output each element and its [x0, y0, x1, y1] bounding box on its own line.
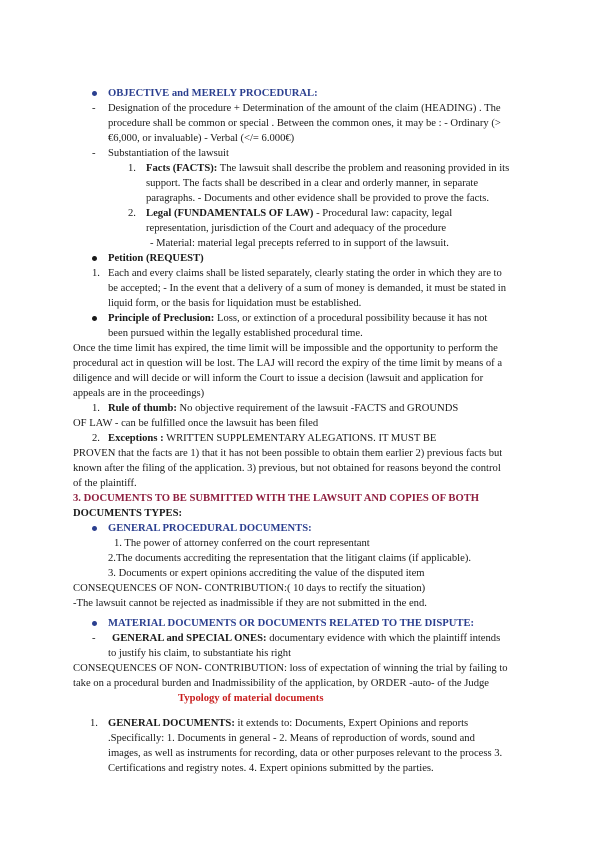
petition-line-1: Each and every claims shall be listed separately, clearly stating the order in which they are to	[108, 268, 502, 279]
objective-heading: OBJECTIVE and MERELY PROCEDURAL:	[108, 88, 318, 99]
dash-marker: -	[92, 633, 96, 644]
facts-line-2: support. The facts shall be described in a clear and orderly manner, in separate	[146, 178, 479, 189]
time-limit-line-4: appeals are in the proceedings)	[73, 388, 205, 399]
time-limit-line-3: diligence and will decide or will inform the Court to issue a decision (lawsuit and application for	[73, 373, 484, 384]
legal-line-3: - Material: material legal precepts referred to in support of the lawsuit.	[150, 238, 449, 249]
general-consequences: CONSEQUENCES OF NON- CONTRIBUTION:( 10 days to rectify the situation)	[73, 583, 426, 594]
general-documents-text: it extends to: Documents, Expert Opinions and reports	[234, 718, 469, 729]
general-special-line-1	[112, 631, 500, 646]
facts-label: Facts (FACTS):	[146, 163, 218, 174]
exceptions-line-1	[108, 431, 436, 446]
petition-label: Petition (REQUEST)	[108, 253, 204, 264]
dash-marker: -	[92, 103, 96, 114]
exceptions-line-4: of the plaintiff.	[73, 478, 137, 489]
exceptions-line-2: PROVEN that the facts are 1) that it has not been possible to obtain them earlier 2) previous facts but	[73, 448, 503, 459]
list-number: 1.	[90, 718, 98, 729]
exceptions-line-3: known after the filing of the application. 3) previous, but not obtained for reasons beyond the control	[73, 463, 501, 474]
facts-line-3: paragraphs. - Documents and other evidence shall be provided to prove the facts.	[146, 193, 489, 204]
exceptions-label: Exceptions :	[108, 433, 164, 444]
legal-text: - Procedural law: capacity, legal	[313, 208, 453, 219]
material-consequences-line-1: CONSEQUENCES OF NON- CONTRIBUTION: loss of expectation of winning the trial by failing to	[73, 663, 508, 674]
preclusion-text: Loss, or extinction of a procedural possibility because it has not	[214, 313, 488, 324]
petition-line-3: liquid form, or the basis for liquidation must be established.	[108, 298, 362, 309]
bullet-icon	[92, 256, 97, 261]
general-special-label: GENERAL and SPECIAL ONES:	[112, 633, 267, 644]
section-3-title-line-2: DOCUMENTS TYPES:	[73, 508, 182, 519]
time-limit-line-2: procedural act in question will be lost. The LAJ will record the expiry of the time limit by means of a	[73, 358, 503, 369]
bullet-icon	[92, 621, 97, 626]
time-limit-line-1: Once the time limit has expired, the time limit will be impossible and the opportunity to perform the	[73, 343, 498, 354]
list-number: 2.	[92, 433, 100, 444]
general-special-text: documentary evidence with which the plaintiff intends	[266, 633, 501, 644]
preclusion-label: Principle of Preclusion:	[108, 313, 215, 324]
legal-line-1	[146, 206, 452, 221]
rule-text: No objective requirement of the lawsuit -FACTS and GROUNDS	[176, 403, 459, 414]
general-documents-line-3: images, as well as instruments for recording, data or other purposes relevant to the process 3.	[108, 748, 503, 759]
substantiation-line: Substantiation of the lawsuit	[108, 148, 229, 159]
list-number: 1.	[92, 403, 100, 414]
rule-label: Rule of thumb:	[108, 403, 177, 414]
facts-text: The lawsuit shall describe the problem and reasoning provided in its	[217, 163, 510, 174]
general-documents-label: GENERAL DOCUMENTS:	[108, 718, 235, 729]
list-number: 1.	[92, 268, 100, 279]
section-3-title-line-1: 3. DOCUMENTS TO BE SUBMITTED WITH THE LAWSUIT AND COPIES OF BOTH	[73, 493, 480, 504]
bullet-icon	[92, 316, 97, 321]
list-number: 1.	[128, 163, 136, 174]
preclusion-line-1	[108, 311, 487, 326]
designation-line-3: €6,000, or invaluable) - Verbal (</= 6.000€)	[108, 133, 295, 144]
bullet-icon	[92, 91, 97, 96]
designation-line-2: procedure shall be common or special . Between the common ones, it may be : - Ordinary (>	[108, 118, 501, 129]
general-item-2: 2.The documents accrediting the representation that the litigant claims (if applicable).	[108, 553, 471, 564]
general-special-line-2: to justify his claim, to substantiate his right	[108, 648, 292, 659]
list-number: 2.	[128, 208, 136, 219]
general-item-1: 1. The power of attorney conferred on the court representant	[114, 538, 370, 549]
general-documents-line-2: .Specifically: 1. Documents in general - 2. Means of reproduction of words, sound and	[108, 733, 475, 744]
rule-line-1	[108, 401, 458, 416]
general-item-3: 3. Documents or expert opinions accrediting the value of the disputed item	[108, 568, 425, 579]
general-documents-line-1	[108, 716, 468, 731]
bullet-icon	[92, 526, 97, 531]
exceptions-text: WRITTEN SUPPLEMENTARY ALEGATIONS. IT MUST BE	[163, 433, 437, 444]
dash-marker: -	[92, 148, 96, 159]
general-procedural-heading: GENERAL PROCEDURAL DOCUMENTS:	[108, 523, 312, 534]
general-reject-note: -The lawsuit cannot be rejected as inadmissible if they are not submitted in the end.	[73, 598, 427, 609]
facts-line-1	[146, 161, 509, 176]
general-documents-line-4: Certifications and registry notes. 4. Expert opinions submitted by the parties.	[108, 763, 434, 774]
legal-label: Legal (FUNDAMENTALS OF LAW)	[146, 208, 314, 219]
legal-line-2: representation, jurisdiction of the Court and adequacy of the procedure	[146, 223, 447, 234]
material-heading: MATERIAL DOCUMENTS OR DOCUMENTS RELATED TO THE DISPUTE:	[108, 618, 475, 629]
material-consequences-line-2: take on a procedural burden and Inadmissibility of the application, by ORDER -auto- of the Judge	[73, 678, 489, 689]
petition-line-2: be accepted; - In the event that a delivery of a sum of money is demanded, it must be stated in	[108, 283, 507, 294]
designation-line-1: Designation of the procedure + Determination of the amount of the claim (HEADING) . The	[108, 103, 501, 114]
preclusion-line-2: been pursued within the legally established procedural time.	[108, 328, 363, 339]
rule-line-2: OF LAW - can be fulfilled once the lawsuit has been filed	[73, 418, 319, 429]
typology-heading: Typology of material documents	[178, 693, 324, 704]
